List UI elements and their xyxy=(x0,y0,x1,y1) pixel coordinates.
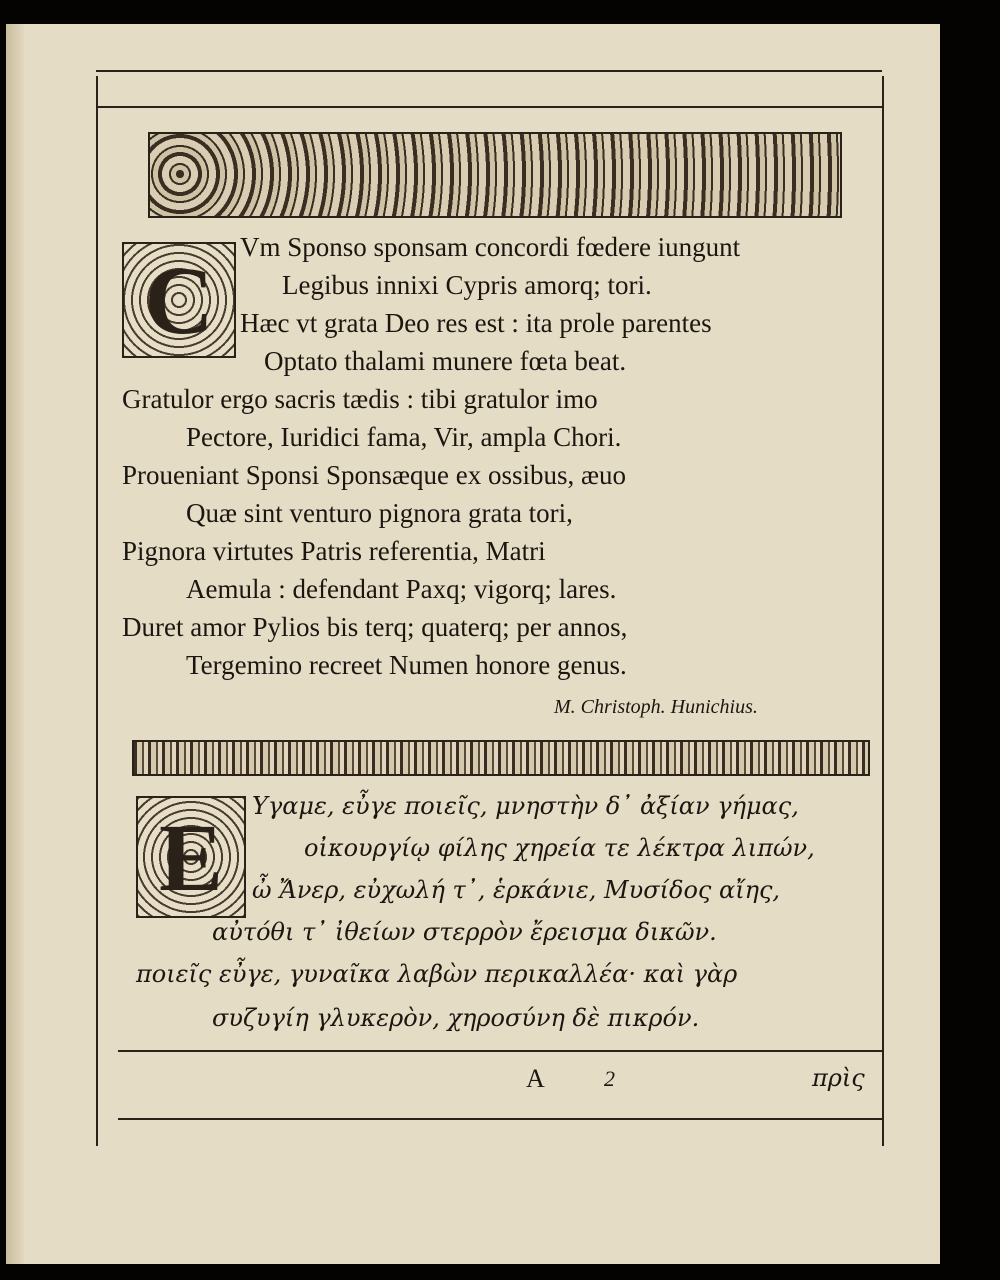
greek-line: ὦ Ἄνερ, εὐχωλή τ᾽, ἑρκάνιε, Μυσίδος αἴης, xyxy=(252,876,781,904)
footer-rule xyxy=(118,1050,884,1052)
greek-line: οἰκουργίῳ φίλης χηρεία τε λέκτρα λιπών, xyxy=(304,834,815,862)
top-inner-rule xyxy=(96,106,882,108)
poem-line: Aemula : defendant Paxq; vigorq; lares. xyxy=(186,574,617,604)
greek-line: ποιεῖς εὖγε, γυναῖκα λαβὼν περικαλλέα· καὶ γὰρ xyxy=(136,960,738,988)
poem-line: Vm Sponso sponsam concordi fœdere iungunt xyxy=(240,232,741,262)
poem-line: Proueniant Sponsi Sponsæque ex ossibus, æuo xyxy=(122,460,627,490)
poem-line: Gratulor ergo sacris tædis : tibi gratulor imo xyxy=(122,384,598,414)
poem-line: Pectore, Iuridici fama, Vir, ampla Chori. xyxy=(186,422,622,452)
page-spine-edge xyxy=(6,24,24,1264)
poem-line: Hæc vt grata Deo res est : ita prole parentes xyxy=(240,308,712,338)
signature-mark: A xyxy=(526,1064,545,1093)
poem-line: Legibus innixi Cypris amorq; tori. xyxy=(282,270,652,300)
author-signature: M. Christoph. Hunichius. xyxy=(554,696,758,718)
greek-line: συζυγίη γλυκερὸν, χηροσύνη δὲ πικρόν. xyxy=(212,1004,700,1032)
ornamental-headpiece xyxy=(148,132,842,218)
catchword: πρὶς xyxy=(812,1064,865,1092)
poem-line: Tergemino recreet Numen honore genus. xyxy=(186,650,627,680)
initial-letter: C xyxy=(144,246,214,354)
top-rule xyxy=(96,70,882,72)
book-page xyxy=(6,24,940,1264)
greek-line: αὐτόθι τ᾽ ἰθείων στερρὸν ἔρεισμα δικῶν. xyxy=(212,918,717,946)
poem-line: Quæ sint venturo pignora grata tori, xyxy=(186,498,573,528)
ornamental-divider xyxy=(132,740,870,776)
poem-line: Duret amor Pylios bis terq; quaterq; per annos, xyxy=(122,612,628,642)
initial-letter: E xyxy=(158,803,224,911)
poem-line: Pignora virtutes Patris referentia, Matri xyxy=(122,536,546,566)
page-number: 2 xyxy=(604,1066,615,1091)
decorated-initial-c xyxy=(122,242,236,358)
bottom-rule xyxy=(118,1118,884,1120)
decorated-initial-e xyxy=(136,796,246,918)
greek-line: Υγαμε, εὖγε ποιεῖς, μνηστὴν δ᾽ ἀξίαν γήμας, xyxy=(252,792,799,820)
poem-line: Optato thalami munere fœta beat. xyxy=(264,346,627,376)
